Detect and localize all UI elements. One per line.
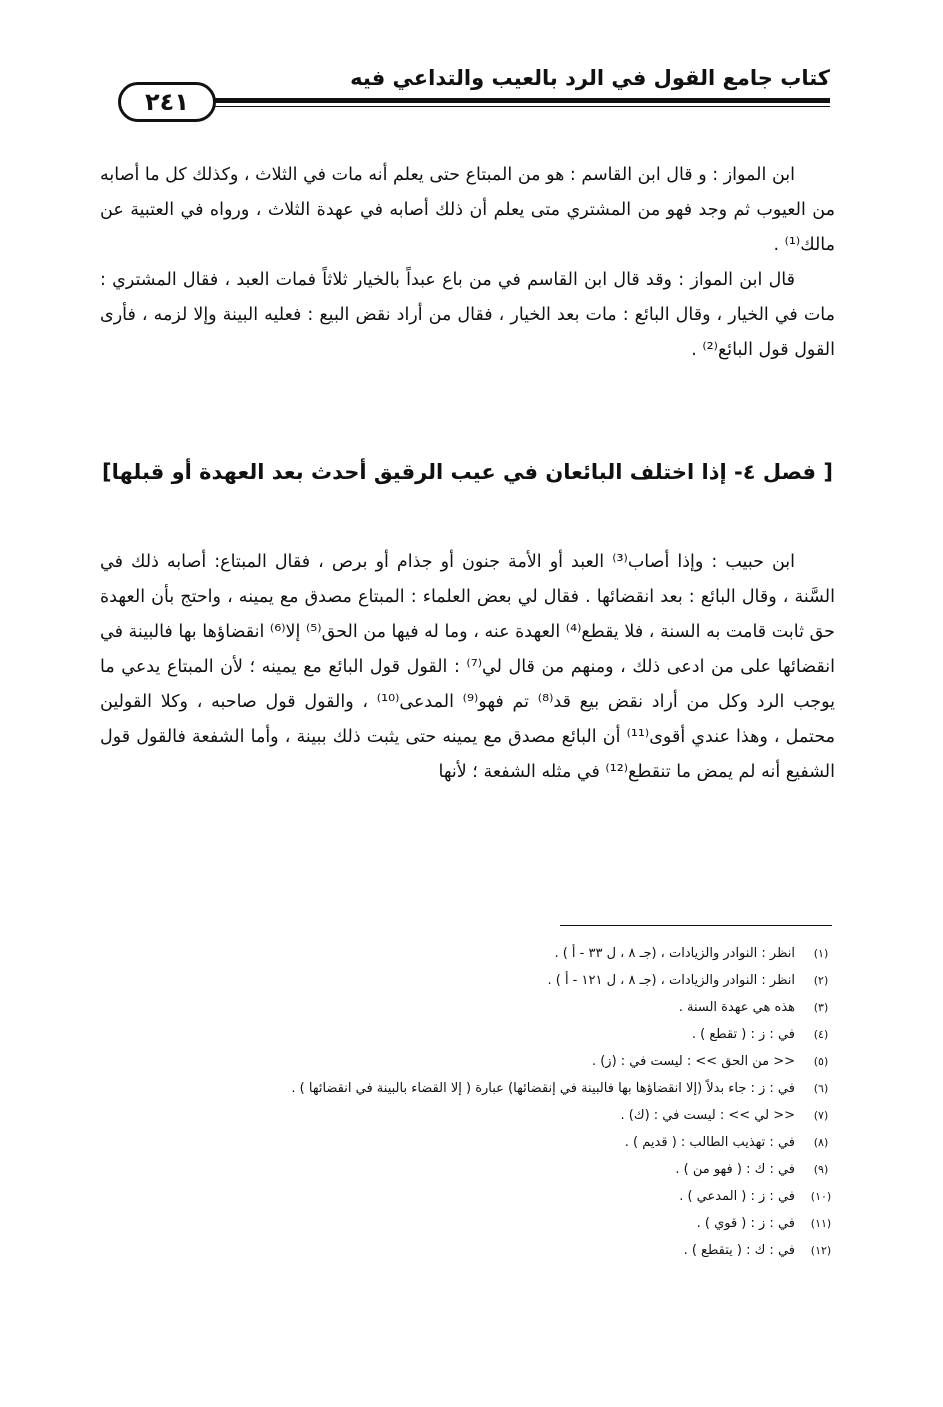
footnote-number: (٢) bbox=[813, 974, 829, 987]
footnote-text: في : ز : جاء بدلاً (إلا انقضاؤها بها فالبينة في إنقضائها) عبارة ( إلا القضاء بالبينة في انقضائها ) . bbox=[291, 1081, 795, 1096]
footnote-item bbox=[100, 1075, 835, 1102]
footnote-item bbox=[100, 1048, 835, 1075]
running-header bbox=[100, 62, 830, 122]
footnote-text: << لي >> : ليست في : (ك) . bbox=[620, 1108, 795, 1123]
footnote-number: (٣) bbox=[813, 1001, 829, 1014]
footnote-text: في : تهذيب الطالب : ( قديم ) . bbox=[624, 1135, 795, 1150]
footnotes bbox=[100, 940, 835, 1264]
footnote-text: هذه هي عهدة السنة . bbox=[678, 1000, 795, 1015]
footnote-number: (٤) bbox=[813, 1028, 829, 1041]
footnote-item bbox=[100, 1129, 835, 1156]
header-rule bbox=[120, 98, 830, 103]
footnote-item bbox=[100, 1021, 835, 1048]
section-heading: [ فصل ٤- إذا اختلف البائعان في عيب الرقيق أحدث بعد العهدة أو قبلها] bbox=[102, 460, 833, 484]
footnote-text: انظر : النوادر والزيادات ، (جـ ٨ ، ل ٣٣ - أ ) . bbox=[554, 946, 795, 961]
paragraph-1: ابن المواز : و قال ابن القاسم : هو من المبتاع حتى يعلم أنه مات في الثلاث ، وكذلك كل ما أصابه من العيوب ثم وجد فهو من المشتري متى يعلم أن ذلك أصابه في عهدة الثلاث ، ورواه في العتبية عن مالك⁽¹⁾ . bbox=[100, 165, 835, 255]
paragraph-2: قال ابن المواز : وقد قال ابن القاسم في من باع عبداً بالخيار ثلاثاً فمات العبد ، فقال المشتري : مات في الخيار ، وقال البائع : مات بعد الخيار ، فقال من أراد نقض البيع : فعليه البينة وإلا لزمه ، فأرى القول قول البائع⁽²⁾ . bbox=[100, 270, 835, 360]
footnote-item bbox=[100, 940, 835, 967]
footnote-number: (١) bbox=[813, 947, 829, 960]
footnote-item bbox=[100, 994, 835, 1021]
footnote-text: في : ز : ( قوي ) . bbox=[696, 1216, 795, 1231]
footnote-number: (٥) bbox=[813, 1055, 829, 1068]
footnote-text: انظر : النوادر والزيادات ، (جـ ٨ ، ل ١٢١ - أ ) . bbox=[547, 973, 795, 988]
footnote-number: (٦) bbox=[813, 1082, 829, 1095]
footnote-item bbox=[100, 967, 835, 994]
footnote-number: (١٠) bbox=[810, 1190, 832, 1203]
footnote-number: (٧) bbox=[813, 1109, 829, 1122]
footnote-item bbox=[100, 1156, 835, 1183]
footnote-text: في : ك : ( فهو من ) . bbox=[675, 1162, 795, 1177]
header-title: كتاب جامع القول في الرد بالعيب والتداعي فيه bbox=[350, 66, 830, 90]
footnote-number: (١٢) bbox=[810, 1244, 832, 1257]
footnote-item bbox=[100, 1183, 835, 1210]
footnote-text: في : ز : ( المدعي ) . bbox=[679, 1189, 795, 1204]
footnote-number: (٩) bbox=[813, 1163, 829, 1176]
footnote-text: << من الحق >> : ليست في : (ز) . bbox=[591, 1054, 795, 1069]
footnote-text: في : ك : ( يتقطع ) . bbox=[683, 1243, 795, 1258]
footnote-item bbox=[100, 1210, 835, 1237]
footnote-number: (١١) bbox=[810, 1217, 832, 1230]
paragraph-3: ابن حبيب : وإذا أصاب⁽³⁾ العبد أو الأمة جنون أو جذام أو برص ، فقال المبتاع: أصابه ذلك في السَّنة ، وقال البائع : بعد انقضائها . فقال لي بعض العلماء : المبتاع مصدق مع يمينه ، واحتج بأن العهدة حق ثابت قامت به السنة ، فلا يقطع⁽⁴⁾ العهدة عنه ، وما له فيها من الحق⁽⁵⁾ إلا⁽⁶⁾ انقضاؤها بها فالبينة في انقضائها على من ادعى ذلك ، ومنهم من قال لي⁽⁷⁾ : القول قول البائع مع يمينه ؛ لأن المبتاع يدعي ما يوجب الرد وكل من أراد نقض بيع قد⁽⁸⁾ تم فهو⁽⁹⁾ المدعى⁽¹⁰⁾ ، والقول قول صاحبه ، وكلا القولين محتمل ، وهذا عندي أقوى⁽¹¹⁾ أن البائع مصدق مع يمينه حتى يثبت ذلك ببينة ، وأما الشفعة فالقول قول الشفيع أنه لم يمض ما تنقطع⁽¹²⁾ في مثله الشفعة ؛ لأنها bbox=[100, 552, 836, 782]
footnote-text: في : ز : ( تقطع ) . bbox=[691, 1027, 795, 1042]
main-text-top bbox=[100, 158, 835, 368]
footnote-number: (٨) bbox=[813, 1136, 829, 1149]
footnote-item bbox=[100, 1102, 835, 1129]
main-text-bottom bbox=[100, 545, 835, 790]
footnote-item bbox=[100, 1237, 835, 1264]
footnote-separator bbox=[560, 925, 832, 926]
header-rule-thin bbox=[120, 106, 830, 107]
page-number: ٢٤١ bbox=[118, 82, 216, 122]
